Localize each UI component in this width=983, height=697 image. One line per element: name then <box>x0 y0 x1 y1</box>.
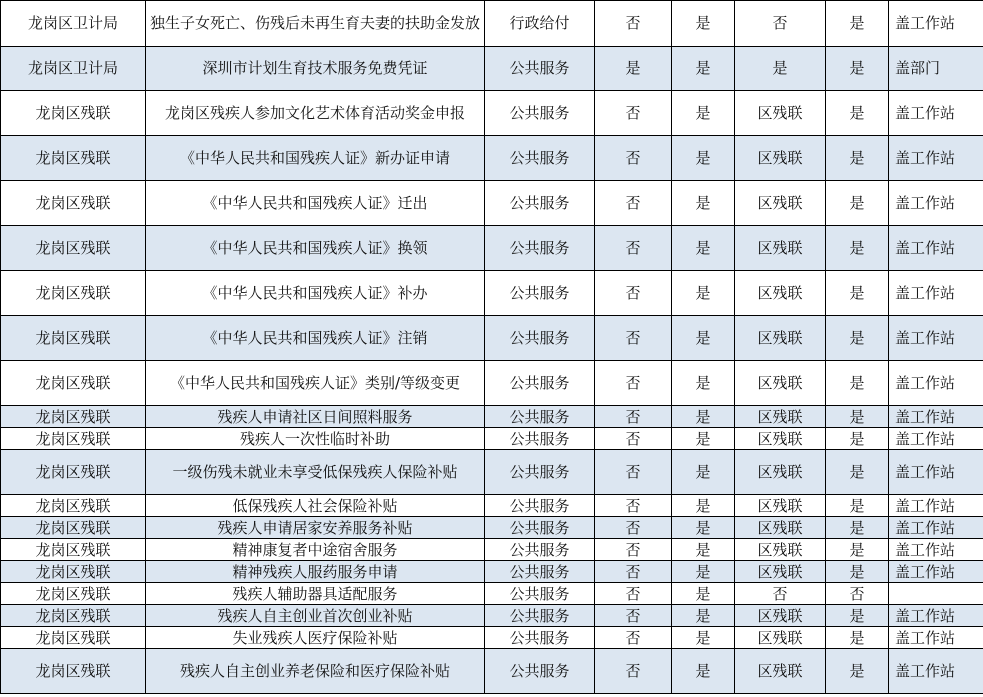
item-name-cell: 残疾人一次性临时补助 <box>146 428 485 450</box>
flag1-cell: 否 <box>595 91 672 136</box>
stamp-cell: 盖工作站 <box>889 605 983 627</box>
service-type-cell: 公共服务 <box>485 428 595 450</box>
flag4-cell: 是 <box>826 226 889 271</box>
flag1-cell: 否 <box>595 136 672 181</box>
flag2-cell: 是 <box>672 649 735 694</box>
flag2-cell: 是 <box>672 271 735 316</box>
table-row <box>1 495 983 517</box>
service-type-cell: 公共服务 <box>485 361 595 406</box>
flag2-cell: 是 <box>672 605 735 627</box>
table-row <box>1 91 983 136</box>
item-name-cell: 残疾人自主创业养老保险和医疗保险补贴 <box>146 649 485 694</box>
flag1-cell: 否 <box>595 561 672 583</box>
flag2-cell: 是 <box>672 561 735 583</box>
flag4-cell: 是 <box>826 561 889 583</box>
dept-cell: 龙岗区残联 <box>1 406 146 428</box>
item-name-cell: 低保残疾人社会保险补贴 <box>146 495 485 517</box>
dept-cell: 龙岗区残联 <box>1 428 146 450</box>
dept-cell: 龙岗区卫计局 <box>1 1 146 47</box>
table-row <box>1 271 983 316</box>
flag4-cell: 是 <box>826 428 889 450</box>
dept-cell: 龙岗区残联 <box>1 450 146 495</box>
flag2-cell: 是 <box>672 361 735 406</box>
stamp-cell: 盖部门 <box>889 47 983 91</box>
stamp-cell <box>889 583 983 605</box>
handler-cell: 否 <box>735 1 826 47</box>
flag4-cell: 是 <box>826 361 889 406</box>
service-type-cell: 公共服务 <box>485 91 595 136</box>
table-row <box>1 361 983 406</box>
flag4-cell: 是 <box>826 627 889 649</box>
flag2-cell: 是 <box>672 181 735 226</box>
item-name-cell: 龙岗区残疾人参加文化艺术体育活动奖金申报 <box>146 91 485 136</box>
flag1-cell: 否 <box>595 627 672 649</box>
flag1-cell: 否 <box>595 181 672 226</box>
dept-cell: 龙岗区残联 <box>1 226 146 271</box>
flag1-cell: 否 <box>595 649 672 694</box>
handler-cell: 区残联 <box>735 136 826 181</box>
flag1-cell: 否 <box>595 226 672 271</box>
dept-cell: 龙岗区残联 <box>1 649 146 694</box>
table-row <box>1 605 983 627</box>
flag1-cell: 否 <box>595 450 672 495</box>
flag2-cell: 是 <box>672 226 735 271</box>
table-row <box>1 450 983 495</box>
handler-cell: 区残联 <box>735 406 826 428</box>
item-name-cell: 一级伤残未就业未享受低保残疾人保险补贴 <box>146 450 485 495</box>
flag4-cell: 是 <box>826 136 889 181</box>
item-name-cell: 独生子女死亡、伤残后未再生育夫妻的扶助金发放 <box>146 1 485 47</box>
dept-cell: 龙岗区残联 <box>1 181 146 226</box>
service-type-cell: 公共服务 <box>485 181 595 226</box>
flag4-cell: 是 <box>826 649 889 694</box>
stamp-cell: 盖工作站 <box>889 428 983 450</box>
item-name-cell: 精神残疾人服药服务申请 <box>146 561 485 583</box>
service-type-cell: 公共服务 <box>485 539 595 561</box>
service-type-cell: 公共服务 <box>485 271 595 316</box>
item-name-cell: 《中华人民共和国残疾人证》换领 <box>146 226 485 271</box>
flag4-cell: 是 <box>826 181 889 226</box>
handler-cell: 区残联 <box>735 517 826 539</box>
service-type-cell: 行政给付 <box>485 1 595 47</box>
dept-cell: 龙岗区残联 <box>1 91 146 136</box>
handler-cell: 区残联 <box>735 361 826 406</box>
table-row <box>1 406 983 428</box>
stamp-cell: 盖工作站 <box>889 561 983 583</box>
item-name-cell: 残疾人申请居家安养服务补贴 <box>146 517 485 539</box>
handler-cell: 区残联 <box>735 271 826 316</box>
stamp-cell: 盖工作站 <box>889 495 983 517</box>
service-type-cell: 公共服务 <box>485 406 595 428</box>
handler-cell: 区残联 <box>735 627 826 649</box>
flag2-cell: 是 <box>672 316 735 361</box>
item-name-cell: 残疾人自主创业首次创业补贴 <box>146 605 485 627</box>
handler-cell: 区残联 <box>735 91 826 136</box>
item-name-cell: 残疾人申请社区日间照料服务 <box>146 406 485 428</box>
service-type-cell: 公共服务 <box>485 627 595 649</box>
dept-cell: 龙岗区残联 <box>1 136 146 181</box>
item-name-cell: 残疾人辅助器具适配服务 <box>146 583 485 605</box>
handler-cell: 区残联 <box>735 539 826 561</box>
stamp-cell: 盖工作站 <box>889 649 983 694</box>
handler-cell: 区残联 <box>735 495 826 517</box>
flag4-cell: 是 <box>826 47 889 91</box>
handler-cell: 区残联 <box>735 450 826 495</box>
table-row <box>1 47 983 91</box>
stamp-cell: 盖工作站 <box>889 181 983 226</box>
service-type-cell: 公共服务 <box>485 605 595 627</box>
table-row <box>1 583 983 605</box>
flag1-cell: 是 <box>595 47 672 91</box>
stamp-cell: 盖工作站 <box>889 450 983 495</box>
flag2-cell: 是 <box>672 495 735 517</box>
service-type-cell: 公共服务 <box>485 316 595 361</box>
flag2-cell: 是 <box>672 1 735 47</box>
service-type-cell: 公共服务 <box>485 495 595 517</box>
table-row <box>1 428 983 450</box>
stamp-cell: 盖工作站 <box>889 226 983 271</box>
item-name-cell: 深圳市计划生育技术服务免费凭证 <box>146 47 485 91</box>
flag2-cell: 是 <box>672 627 735 649</box>
stamp-cell: 盖工作站 <box>889 517 983 539</box>
flag4-cell: 是 <box>826 517 889 539</box>
item-name-cell: 失业残疾人医疗保险补贴 <box>146 627 485 649</box>
flag4-cell: 是 <box>826 316 889 361</box>
flag2-cell: 是 <box>672 450 735 495</box>
flag2-cell: 是 <box>672 583 735 605</box>
stamp-cell: 盖工作站 <box>889 539 983 561</box>
table-row <box>1 539 983 561</box>
flag1-cell: 否 <box>595 271 672 316</box>
stamp-cell: 盖工作站 <box>889 1 983 47</box>
handler-cell: 是 <box>735 47 826 91</box>
service-type-cell: 公共服务 <box>485 517 595 539</box>
item-name-cell: 《中华人民共和国残疾人证》注销 <box>146 316 485 361</box>
handler-cell: 区残联 <box>735 226 826 271</box>
stamp-cell: 盖工作站 <box>889 271 983 316</box>
table-row <box>1 517 983 539</box>
service-type-cell: 公共服务 <box>485 649 595 694</box>
flag1-cell: 否 <box>595 517 672 539</box>
item-name-cell: 《中华人民共和国残疾人证》迁出 <box>146 181 485 226</box>
dept-cell: 龙岗区残联 <box>1 561 146 583</box>
flag1-cell: 否 <box>595 316 672 361</box>
service-type-cell: 公共服务 <box>485 47 595 91</box>
handler-cell: 区残联 <box>735 181 826 226</box>
flag4-cell: 是 <box>826 495 889 517</box>
flag1-cell: 否 <box>595 539 672 561</box>
dept-cell: 龙岗区残联 <box>1 316 146 361</box>
stamp-cell: 盖工作站 <box>889 361 983 406</box>
flag2-cell: 是 <box>672 539 735 561</box>
dept-cell: 龙岗区残联 <box>1 495 146 517</box>
flag4-cell: 是 <box>826 271 889 316</box>
dept-cell: 龙岗区残联 <box>1 361 146 406</box>
table-row <box>1 226 983 271</box>
flag2-cell: 是 <box>672 47 735 91</box>
flag4-cell: 否 <box>826 583 889 605</box>
flag2-cell: 是 <box>672 91 735 136</box>
dept-cell: 龙岗区残联 <box>1 517 146 539</box>
stamp-cell: 盖工作站 <box>889 91 983 136</box>
flag1-cell: 否 <box>595 1 672 47</box>
flag4-cell: 是 <box>826 539 889 561</box>
flag4-cell: 是 <box>826 406 889 428</box>
table-row <box>1 136 983 181</box>
stamp-cell: 盖工作站 <box>889 136 983 181</box>
handler-cell: 区残联 <box>735 561 826 583</box>
handler-cell: 区残联 <box>735 316 826 361</box>
flag4-cell: 是 <box>826 605 889 627</box>
table-row <box>1 1 983 47</box>
flag4-cell: 是 <box>826 1 889 47</box>
item-name-cell: 《中华人民共和国残疾人证》新办证申请 <box>146 136 485 181</box>
table-row <box>1 627 983 649</box>
dept-cell: 龙岗区残联 <box>1 627 146 649</box>
dept-cell: 龙岗区残联 <box>1 583 146 605</box>
service-type-cell: 公共服务 <box>485 226 595 271</box>
stamp-cell: 盖工作站 <box>889 316 983 361</box>
handler-cell: 否 <box>735 583 826 605</box>
handler-cell: 区残联 <box>735 428 826 450</box>
dept-cell: 龙岗区卫计局 <box>1 47 146 91</box>
service-type-cell: 公共服务 <box>485 136 595 181</box>
item-name-cell: 《中华人民共和国残疾人证》补办 <box>146 271 485 316</box>
flag4-cell: 是 <box>826 91 889 136</box>
table-row <box>1 316 983 361</box>
table-row <box>1 649 983 694</box>
table-row <box>1 561 983 583</box>
flag2-cell: 是 <box>672 428 735 450</box>
stamp-cell: 盖工作站 <box>889 627 983 649</box>
dept-cell: 龙岗区残联 <box>1 539 146 561</box>
flag1-cell: 否 <box>595 583 672 605</box>
flag2-cell: 是 <box>672 136 735 181</box>
dept-cell: 龙岗区残联 <box>1 271 146 316</box>
flag1-cell: 否 <box>595 361 672 406</box>
flag4-cell: 是 <box>826 450 889 495</box>
service-type-cell: 公共服务 <box>485 561 595 583</box>
stamp-cell: 盖工作站 <box>889 406 983 428</box>
item-name-cell: 《中华人民共和国残疾人证》类别/等级变更 <box>146 361 485 406</box>
table-row <box>1 181 983 226</box>
flag1-cell: 否 <box>595 605 672 627</box>
handler-cell: 区残联 <box>735 649 826 694</box>
flag1-cell: 否 <box>595 428 672 450</box>
flag1-cell: 否 <box>595 495 672 517</box>
flag1-cell: 否 <box>595 406 672 428</box>
dept-cell: 龙岗区残联 <box>1 605 146 627</box>
service-type-cell: 公共服务 <box>485 583 595 605</box>
item-name-cell: 精神康复者中途宿舍服务 <box>146 539 485 561</box>
flag2-cell: 是 <box>672 517 735 539</box>
flag2-cell: 是 <box>672 406 735 428</box>
handler-cell: 区残联 <box>735 605 826 627</box>
service-type-cell: 公共服务 <box>485 450 595 495</box>
